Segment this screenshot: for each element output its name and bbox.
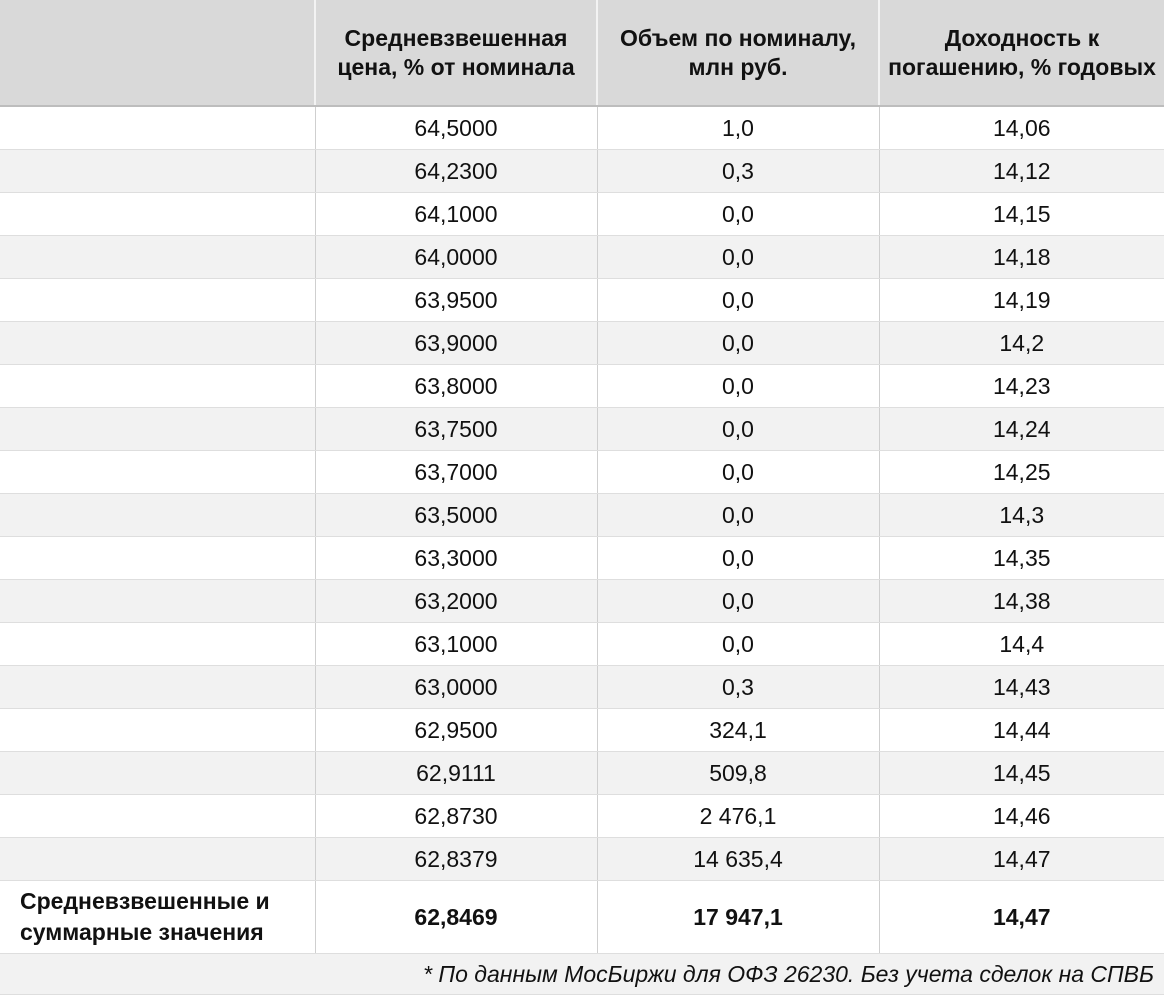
yield-cell: 14,23 (879, 365, 1164, 408)
table-header (0, 0, 1164, 106)
table-row (0, 838, 1164, 881)
table-row (0, 193, 1164, 236)
table-row (0, 537, 1164, 580)
row-label (0, 537, 315, 580)
price-cell: 64,2300 (315, 150, 597, 193)
table-row (0, 666, 1164, 709)
price-cell: 62,9500 (315, 709, 597, 752)
table-body (0, 106, 1164, 995)
volume-cell: 0,0 (597, 580, 879, 623)
volume-cell: 0,3 (597, 150, 879, 193)
row-label (0, 795, 315, 838)
row-label (0, 322, 315, 365)
yield-cell: 14,43 (879, 666, 1164, 709)
yield-cell: 14,25 (879, 451, 1164, 494)
volume-cell: 0,0 (597, 494, 879, 537)
volume-cell: 2 476,1 (597, 795, 879, 838)
row-label (0, 408, 315, 451)
volume-cell: 0,0 (597, 623, 879, 666)
price-cell: 62,9111 (315, 752, 597, 795)
price-cell: 63,7000 (315, 451, 597, 494)
yield-cell: 14,46 (879, 795, 1164, 838)
header-price: Средневзвешенная цена, % от номинала (315, 0, 597, 106)
volume-cell: 0,3 (597, 666, 879, 709)
volume-cell: 509,8 (597, 752, 879, 795)
row-label (0, 150, 315, 193)
row-label (0, 236, 315, 279)
header-row (0, 0, 1164, 106)
volume-cell: 0,0 (597, 193, 879, 236)
table-row (0, 365, 1164, 408)
total-volume: 17 947,1 (597, 881, 879, 954)
yield-cell: 14,06 (879, 106, 1164, 150)
volume-cell: 0,0 (597, 365, 879, 408)
table-row (0, 752, 1164, 795)
price-cell: 63,9000 (315, 322, 597, 365)
table-row (0, 795, 1164, 838)
table-row (0, 150, 1164, 193)
total-row (0, 881, 1164, 954)
yield-cell: 14,2 (879, 322, 1164, 365)
volume-cell: 0,0 (597, 322, 879, 365)
table-row (0, 408, 1164, 451)
row-label (0, 451, 315, 494)
total-yield: 14,47 (879, 881, 1164, 954)
yield-cell: 14,18 (879, 236, 1164, 279)
table-row (0, 494, 1164, 537)
price-cell: 63,8000 (315, 365, 597, 408)
row-label (0, 580, 315, 623)
price-cell: 62,8730 (315, 795, 597, 838)
table-row (0, 322, 1164, 365)
yield-cell: 14,4 (879, 623, 1164, 666)
price-cell: 64,1000 (315, 193, 597, 236)
yield-cell: 14,3 (879, 494, 1164, 537)
table-row (0, 451, 1164, 494)
price-cell: 63,5000 (315, 494, 597, 537)
yield-cell: 14,12 (879, 150, 1164, 193)
total-price: 62,8469 (315, 881, 597, 954)
volume-cell: 0,0 (597, 537, 879, 580)
price-cell: 63,7500 (315, 408, 597, 451)
price-cell: 64,5000 (315, 106, 597, 150)
yield-cell: 14,47 (879, 838, 1164, 881)
row-label (0, 838, 315, 881)
row-label (0, 709, 315, 752)
row-label (0, 193, 315, 236)
footnote: * По данным МосБиржи для ОФЗ 26230. Без учета сделок на СПВБ (0, 954, 1164, 995)
volume-cell: 0,0 (597, 408, 879, 451)
row-label (0, 666, 315, 709)
yield-cell: 14,44 (879, 709, 1164, 752)
yield-cell: 14,15 (879, 193, 1164, 236)
header-empty-cell (0, 0, 315, 106)
price-cell: 63,1000 (315, 623, 597, 666)
volume-cell: 1,0 (597, 106, 879, 150)
price-cell: 63,2000 (315, 580, 597, 623)
row-label (0, 752, 315, 795)
volume-cell: 14 635,4 (597, 838, 879, 881)
table-row (0, 279, 1164, 322)
volume-cell: 324,1 (597, 709, 879, 752)
yield-cell: 14,19 (879, 279, 1164, 322)
volume-cell: 0,0 (597, 236, 879, 279)
footnote-row (0, 954, 1164, 995)
total-label-line2: суммарные значения (20, 919, 264, 945)
table-row (0, 580, 1164, 623)
row-label (0, 494, 315, 537)
price-cell: 63,0000 (315, 666, 597, 709)
price-cell: 64,0000 (315, 236, 597, 279)
row-label (0, 279, 315, 322)
total-label (0, 881, 315, 954)
header-volume: Объем по номиналу, млн руб. (597, 0, 879, 106)
table-row (0, 709, 1164, 752)
row-label (0, 365, 315, 408)
yield-cell: 14,35 (879, 537, 1164, 580)
yield-cell: 14,24 (879, 408, 1164, 451)
price-cell: 62,8379 (315, 838, 597, 881)
price-cell: 63,3000 (315, 537, 597, 580)
price-cell: 63,9500 (315, 279, 597, 322)
table-row (0, 106, 1164, 150)
header-yield: Доходность к погашению, % годовых (879, 0, 1164, 106)
yield-cell: 14,45 (879, 752, 1164, 795)
table-row (0, 236, 1164, 279)
volume-cell: 0,0 (597, 279, 879, 322)
total-label-line1: Средневзвешенные и (20, 888, 270, 914)
table-row (0, 623, 1164, 666)
volume-cell: 0,0 (597, 451, 879, 494)
row-label (0, 623, 315, 666)
row-label (0, 106, 315, 150)
yield-cell: 14,38 (879, 580, 1164, 623)
